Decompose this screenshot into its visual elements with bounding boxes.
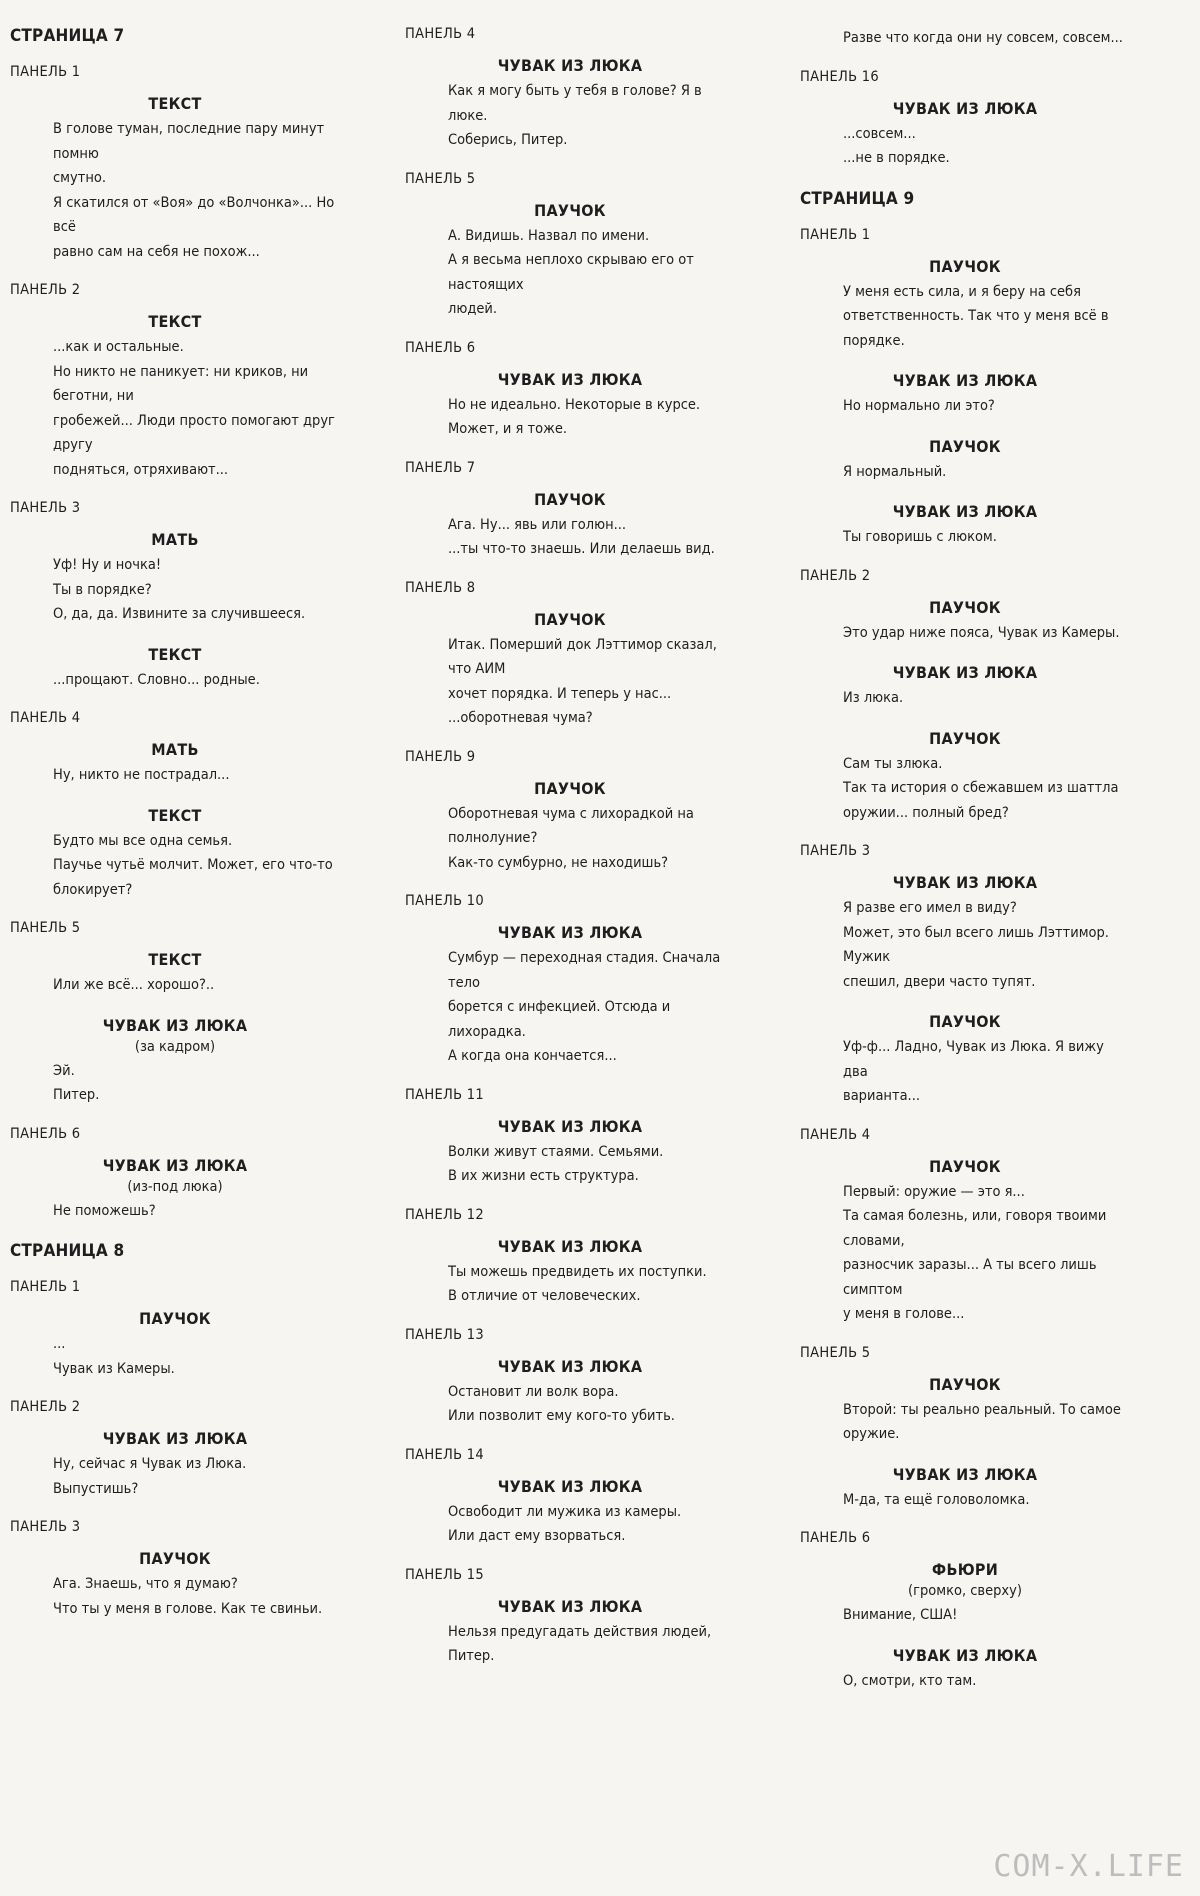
speaker-name: ЧУВАК ИЗ ЛЮКА [892,98,1038,118]
dialogue-lines [405,393,735,442]
dialogue-line: ...как и остальные. [53,339,184,355]
dialogue-block [10,94,340,264]
dialogue-line: Ага. Знаешь, что я думаю? [53,1576,238,1592]
dialogue-line: Освободит ли мужика из камеры. [448,1503,682,1520]
panel-label: ПАНЕЛЬ 5 [800,1344,871,1361]
dialogue-line: Но никто не паникует: ни криков, ни беготни, ни [53,363,309,404]
dialogue-line: ...оборотневая чума? [448,710,593,726]
column-right [800,26,1130,1711]
panel-label: ПАНЕЛЬ 4 [405,26,476,42]
panel-label: ПАНЕЛЬ 4 [800,1126,871,1143]
dialogue-block [800,99,1130,171]
dialogue-lines [10,553,340,627]
dialogue-lines [800,460,1130,485]
dialogue-line: спешил, двери часто тупят. [843,973,1036,990]
panel-label: ПАНЕЛЬ 1 [800,226,871,243]
dialogue-line: Ты говоришь с люком. [843,529,997,545]
dialogue-line: Как-то сумбурно, не находишь? [448,854,669,871]
dialogue-lines [405,513,735,562]
dialogue-line: подняться, отряхивают... [53,461,229,478]
dialogue-lines [405,1140,735,1189]
dialogue-line: варианта... [843,1088,920,1104]
dialogue-block [10,1549,340,1621]
panel-label: ПАНЕЛЬ 5 [405,170,476,187]
panel-label: ПАНЕЛЬ 7 [405,459,476,476]
dialogue-lines [800,752,1130,826]
dialogue-block [10,1429,340,1501]
dialogue-block [800,1012,1130,1109]
dialogue-line: Я разве его имел в виду? [843,900,1017,916]
dialogue-lines [800,896,1130,994]
speaker-name: ЧУВАК ИЗ ЛЮКА [102,1015,248,1035]
dialogue-line: Остановит ли волк вора. [448,1383,619,1400]
speaker-name: ЧУВАК ИЗ ЛЮКА [102,1155,248,1175]
page-heading: СТРАНИЦА 9 [800,188,915,209]
panel-label: ПАНЕЛЬ 3 [10,500,81,516]
dialogue-line: Из люка. [843,690,904,706]
dialogue-line: Ты в порядке? [53,581,152,598]
dialogue-line: Нельзя предугадать действия людей, Питер. [448,1623,712,1664]
dialogue-line: Паучье чутьё молчит. Может, его что-то [53,857,333,873]
dialogue-line: гробежей... Люди просто помогают друг другу [53,412,335,453]
panel-label: ПАНЕЛЬ 14 [405,1446,484,1463]
speaker-name: ЧУВАК ИЗ ЛЮКА [497,923,643,942]
speaker-name: ЧУВАК ИЗ ЛЮКА [892,502,1038,521]
dialogue-block [10,740,340,788]
page-heading: СТРАНИЦА 7 [10,26,125,46]
dialogue-block [405,1237,735,1309]
page-heading: СТРАНИЦА 8 [10,1241,125,1261]
dialogue-block [405,490,735,562]
speaker-name: ТЕКСТ [148,644,202,664]
dialogue-block [405,610,735,731]
dialogue-block [800,1157,1130,1327]
dialogue-block [800,1375,1130,1447]
speaker-name: ЧУВАК ИЗ ЛЮКА [892,1464,1038,1484]
speaker-name: ФЬЮРИ [931,1560,999,1579]
dialogue-line: В их жизни есть структура. [448,1168,639,1184]
dialogue-lines [10,1452,340,1501]
dialogue-line: ...не в порядке. [843,150,950,166]
dialogue-lines [800,525,1130,550]
speaker-name: ПАУЧОК [929,1156,1001,1176]
dialogue-lines [405,79,735,153]
dialogue-lines [405,946,735,1069]
dialogue-line: Внимание, США! [843,1607,958,1623]
dialogue-lines [10,763,340,788]
dialogue-line: А когда она кончается... [448,1048,617,1064]
dialogue-block [10,1156,340,1224]
speaker-name: ЧУВАК ИЗ ЛЮКА [497,1356,643,1376]
dialogue-line: ...ты что-то знаешь. Или делаешь вид. [448,541,715,557]
dialogue-block [405,201,735,322]
speaker-name: ПАУЧОК [534,609,606,629]
dialogue-line: Ага. Ну... явь или голюн... [448,516,627,533]
speaker-name: ЧУВАК ИЗ ЛЮКА [497,1596,643,1616]
panel-label: ПАНЕЛЬ 6 [405,339,476,356]
dialogue-lines [800,1603,1130,1628]
dialogue-line: Я скатился от «Воя» до «Волчонка»... Но всё [53,194,335,235]
dialogue-lines [10,973,340,998]
dialogue-block [800,1560,1130,1628]
dialogue-line: У меня есть сила, и я беру на себя [843,283,1081,300]
dialogue-lines [405,633,735,731]
panel-label: ПАНЕЛЬ 3 [800,843,871,859]
dialogue-block [405,56,735,153]
dialogue-line: у меня в голове... [843,1306,965,1322]
dialogue-lines [800,1398,1130,1447]
speaker-name: ПАУЧОК [929,436,1001,456]
speaker-name: ПАУЧОК [929,1012,1001,1031]
dialogue-line: смутно. [53,170,106,186]
speaker-name: ПАУЧОК [929,728,1001,748]
speaker-name: ТЕКСТ [148,94,202,113]
dialogue-line: Оборотневая чума с лихорадкой на полнолуние? [448,805,694,846]
dialogue-block [800,663,1130,711]
panel-label: ПАНЕЛЬ 15 [405,1566,484,1583]
dialogue-line: В голове туман, последние пару минут помню [53,121,325,162]
dialogue-line: Уф-ф... Ладно, Чувак из Люка. Я вижу два [843,1039,1104,1080]
panel-label: ПАНЕЛЬ 8 [405,579,476,596]
dialogue-block [10,806,340,903]
dialogue-lines [10,1199,340,1224]
panel-label: ПАНЕЛЬ 10 [405,893,484,909]
dialogue-line: Ты можешь предвидеть их поступки. [448,1263,707,1280]
dialogue-block [10,1309,340,1381]
dialogue-lines [800,1180,1130,1327]
speaker-name: ЧУВАК ИЗ ЛЮКА [892,663,1038,682]
dialogue-block [800,598,1130,646]
dialogue-block [800,502,1130,550]
speaker-name: ЧУВАК ИЗ ЛЮКА [497,1116,643,1136]
dialogue-line: Эй. [53,1062,75,1079]
dialogue-lines [405,1620,735,1669]
dialogue-block [10,1016,340,1108]
panel-label: ПАНЕЛЬ 16 [800,68,879,85]
dialogue-lines [405,802,735,876]
dialogue-line: Соберись, Питер. [448,132,568,148]
speaker-name: ЧУВАК ИЗ ЛЮКА [497,369,643,389]
panel-label: ПАНЕЛЬ 13 [405,1326,484,1343]
speaker-name: ПАУЧОК [929,256,1001,276]
dialogue-line: Или даст ему взорваться. [448,1528,626,1544]
dialogue-lines [10,829,340,903]
speaker-name: ПАУЧОК [534,200,606,220]
dialogue-line: Будто мы все одна семья. [53,832,233,849]
panel-label: ПАНЕЛЬ 1 [10,1279,81,1295]
dialogue-lines [800,686,1130,711]
dialogue-lines [10,335,340,482]
panel-label: ПАНЕЛЬ 4 [10,710,81,726]
speaker-name: ЧУВАК ИЗ ЛЮКА [497,1236,643,1256]
dialogue-lines [10,1332,340,1381]
dialogue-lines [405,1500,735,1549]
speaker-name: ПАУЧОК [534,778,606,798]
dialogue-block [405,1357,735,1429]
parenthetical: (за кадром) [134,1038,216,1055]
speaker-name: МАТЬ [151,740,199,759]
parenthetical: (громко, сверху) [908,1583,1022,1599]
dialogue-lines [800,122,1130,171]
panel-label: ПАНЕЛЬ 3 [10,1519,81,1535]
dialogue-lines [10,117,340,264]
dialogue-line: блокирует? [53,881,133,898]
dialogue-block [10,312,340,482]
dialogue-block [800,26,1130,51]
speaker-name: ПАУЧОК [929,597,1001,617]
dialogue-lines [10,1572,340,1621]
speaker-name: ПАУЧОК [929,1374,1001,1394]
dialogue-line: ответственность. Так что у меня всё в порядке. [843,308,1109,349]
dialogue-line: людей. [448,301,497,317]
dialogue-lines [800,394,1130,419]
panel-label: ПАНЕЛЬ 2 [10,1399,81,1415]
dialogue-line: оружии... полный бред? [843,804,1009,821]
dialogue-line: ...прощают. Словно... родные. [53,671,260,688]
dialogue-line: Ну, никто не пострадал... [53,767,230,783]
dialogue-block [405,779,735,876]
dialogue-lines [800,1488,1130,1513]
dialogue-block [800,371,1130,419]
dialogue-lines [10,668,340,693]
dialogue-line: Или позволит ему кого-то убить. [448,1408,675,1424]
dialogue-line: ... [53,1336,66,1352]
dialogue-block [800,257,1130,354]
dialogue-block [405,1597,735,1669]
dialogue-line: ...совсем... [843,125,916,142]
panel-label: ПАНЕЛЬ 9 [405,748,476,765]
panel-label: ПАНЕЛЬ 6 [10,1125,81,1142]
dialogue-line: А. Видишь. Назвал по имени. [448,227,650,244]
dialogue-line: Это удар ниже пояса, Чувак из Камеры. [843,624,1120,641]
dialogue-block [800,873,1130,994]
dialogue-line: О, да, да. Извините за случившееся. [53,606,306,622]
dialogue-line: разносчик заразы... А ты всего лишь симптом [843,1257,1097,1298]
column-middle [405,26,735,1687]
speaker-name: ТЕКСТ [148,805,202,825]
dialogue-line: равно сам на себя не похож... [53,243,260,260]
dialogue-block [405,1477,735,1549]
dialogue-lines [405,224,735,322]
dialogue-block [10,530,340,627]
watermark: COM-X.LIFE [993,1849,1184,1884]
dialogue-line: Как я могу быть у тебя в голове? Я в люке. [448,83,702,124]
dialogue-line: Та самая болезнь, или, говоря твоими словами, [843,1208,1107,1249]
dialogue-block [10,950,340,998]
dialogue-lines [800,621,1130,646]
panel-label: ПАНЕЛЬ 1 [10,64,81,80]
speaker-name: МАТЬ [151,530,199,549]
dialogue-line: Что ты у меня в голове. Как те свиньи. [53,1600,323,1617]
dialogue-line: О, смотри, кто там. [843,1672,977,1689]
dialogue-line: борется с инфекцией. Отсюда и лихорадка. [448,999,671,1040]
dialogue-lines [405,1260,735,1309]
dialogue-lines [800,280,1130,354]
speaker-name: ПАУЧОК [139,1549,211,1568]
speaker-name: ПАУЧОК [139,1309,211,1328]
dialogue-line: В отличие от человеческих. [448,1288,641,1304]
dialogue-line: Или же всё... хорошо?.. [53,977,215,993]
dialogue-block [405,923,735,1069]
dialogue-block [405,1117,735,1189]
speaker-name: ТЕКСТ [148,312,202,331]
dialogue-line: Чувак из Камеры. [53,1360,175,1377]
dialogue-block [10,645,340,693]
speaker-name: ЧУВАК ИЗ ЛЮКА [892,873,1038,892]
dialogue-line: Питер. [53,1087,100,1103]
dialogue-block [800,729,1130,826]
column-left [10,26,340,1639]
dialogue-block [405,370,735,442]
dialogue-line: Не поможешь? [53,1202,156,1219]
dialogue-line: Итак. Померший док Лэттимор сказал, что АИМ [448,636,717,677]
dialogue-lines [800,1669,1130,1694]
dialogue-line: Разве что когда они ну совсем, совсем... [843,30,1123,46]
dialogue-line: Может, это был всего лишь Лэттимор. Мужик [843,924,1109,965]
panel-label: ПАНЕЛЬ 2 [800,567,871,584]
dialogue-line: хочет порядка. И теперь у нас... [448,685,672,702]
panel-label: ПАНЕЛЬ 2 [10,282,81,298]
dialogue-lines [405,1380,735,1429]
parenthetical: (из-под люка) [127,1178,223,1195]
panel-label: ПАНЕЛЬ 11 [405,1086,484,1103]
dialogue-block [800,437,1130,485]
speaker-name: ТЕКСТ [148,950,202,969]
panel-label: ПАНЕЛЬ 6 [800,1530,871,1546]
dialogue-line: Ну, сейчас я Чувак из Люка. [53,1456,247,1472]
speaker-name: ЧУВАК ИЗ ЛЮКА [102,1429,248,1448]
dialogue-line: Я нормальный. [843,463,947,480]
dialogue-line: Может, и я тоже. [448,421,568,437]
speaker-name: ЧУВАК ИЗ ЛЮКА [892,1645,1038,1665]
dialogue-line: Но не идеально. Некоторые в курсе. [448,396,701,413]
dialogue-block [800,1646,1130,1694]
speaker-name: ЧУВАК ИЗ ЛЮКА [497,1476,643,1496]
dialogue-line: Но нормально ли это? [843,398,995,414]
dialogue-lines [800,26,1130,51]
dialogue-line: Уф! Ну и ночка! [53,557,162,573]
dialogue-line: М-да, та ещё головоломка. [843,1491,1030,1508]
panel-label: ПАНЕЛЬ 12 [405,1206,484,1223]
dialogue-line: Так та история о сбежавшем из шаттла [843,780,1119,796]
dialogue-lines [10,1059,340,1108]
dialogue-line: Волки живут стаями. Семьями. [448,1143,664,1160]
dialogue-line: Сумбур — переходная стадия. Сначала тело [448,950,721,991]
dialogue-line: Первый: оружие — это я... [843,1183,1025,1200]
speaker-name: ЧУВАК ИЗ ЛЮКА [497,56,643,75]
speaker-name: ЧУВАК ИЗ ЛЮКА [892,371,1038,390]
dialogue-block [800,1465,1130,1513]
speaker-name: ПАУЧОК [534,489,606,509]
dialogue-lines [800,1035,1130,1109]
dialogue-line: Второй: ты реально реальный. То самое оружие. [843,1401,1121,1442]
dialogue-line: Выпустишь? [53,1480,139,1497]
panel-label: ПАНЕЛЬ 5 [10,920,81,936]
dialogue-line: А я весьма неплохо скрываю его от настоящих [448,252,694,293]
dialogue-line: Сам ты злюка. [843,755,943,772]
